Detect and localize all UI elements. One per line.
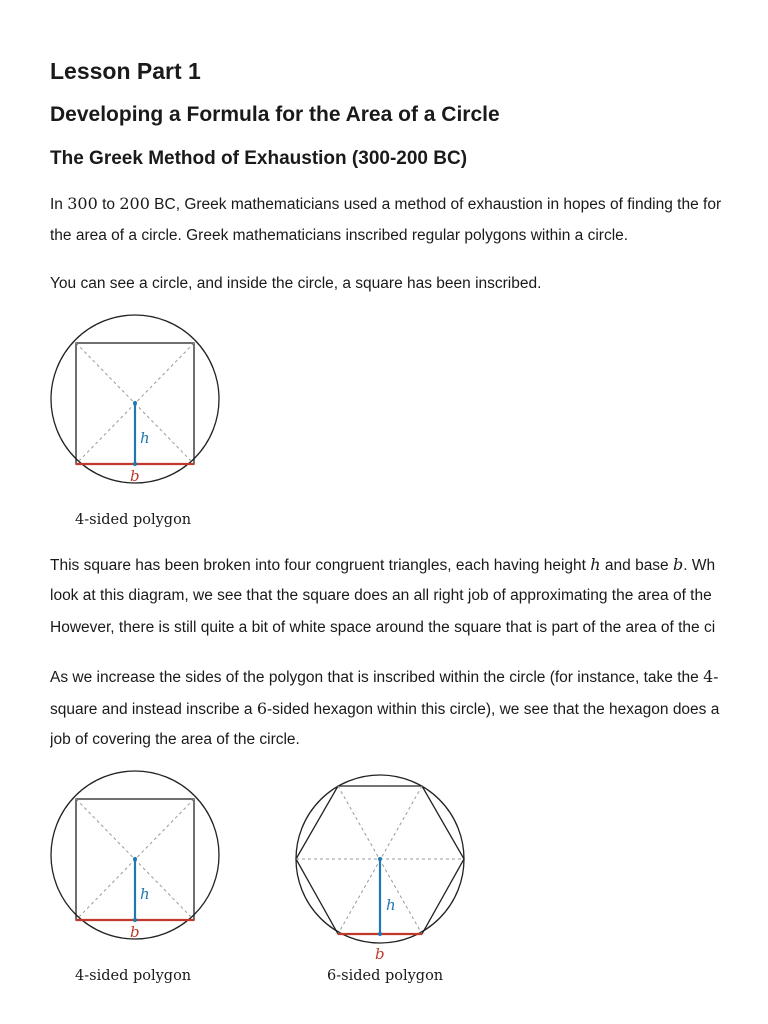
base-label-2: b: [130, 923, 140, 941]
hexagon-caption: 6-sided polygon: [327, 968, 444, 984]
square-caption-2: 4-sided polygon: [75, 968, 192, 984]
section-title: Developing a Formula for the Area of a Circle: [50, 103, 500, 126]
para1-line2: the area of a circle. Greek mathematicians inscribed regular polygons within a circle.: [50, 227, 629, 244]
para3-line2: look at this diagram, we see that the square does an all right job of approximating the area of the: [50, 587, 712, 604]
lesson-title: Lesson Part 1: [50, 58, 201, 84]
hex-base-label: b: [375, 945, 385, 963]
para2: You can see a circle, and inside the circle, a square has been inscribed.: [50, 275, 542, 292]
hexagon-in-circle-figure: [295, 768, 467, 964]
height-label: h: [140, 429, 150, 447]
para3-line3: However, there is still quite a bit of white space around the square that is part of the area of the ci: [50, 619, 716, 636]
subsection-title: The Greek Method of Exhaustion (300-200 BC): [50, 148, 468, 169]
para1-line1: In 300 to 200 BC, Greek mathematicians used a method of exhaustion in hopes of finding the for: [50, 194, 722, 213]
para4-line3: job of covering the area of the circle.: [50, 731, 300, 748]
base-label: b: [130, 467, 140, 485]
hex-height-label: h: [386, 896, 396, 914]
lesson-page: [50, 0, 734, 1024]
square-in-circle-figure-2: [50, 768, 222, 942]
para4-line1: As we increase the sides of the polygon that is inscribed within the circle (for instance, take the 4-: [50, 667, 719, 686]
height-label-2: h: [140, 885, 150, 903]
square-in-circle-figure: [50, 312, 222, 486]
para4-line2: square and instead inscribe a 6-sided hexagon within this circle), we see that the hexagon does a: [50, 699, 720, 718]
para3-line1: This square has been broken into four congruent triangles, each having height h and base b. Wh: [50, 555, 716, 574]
square-caption: 4-sided polygon: [75, 512, 192, 528]
